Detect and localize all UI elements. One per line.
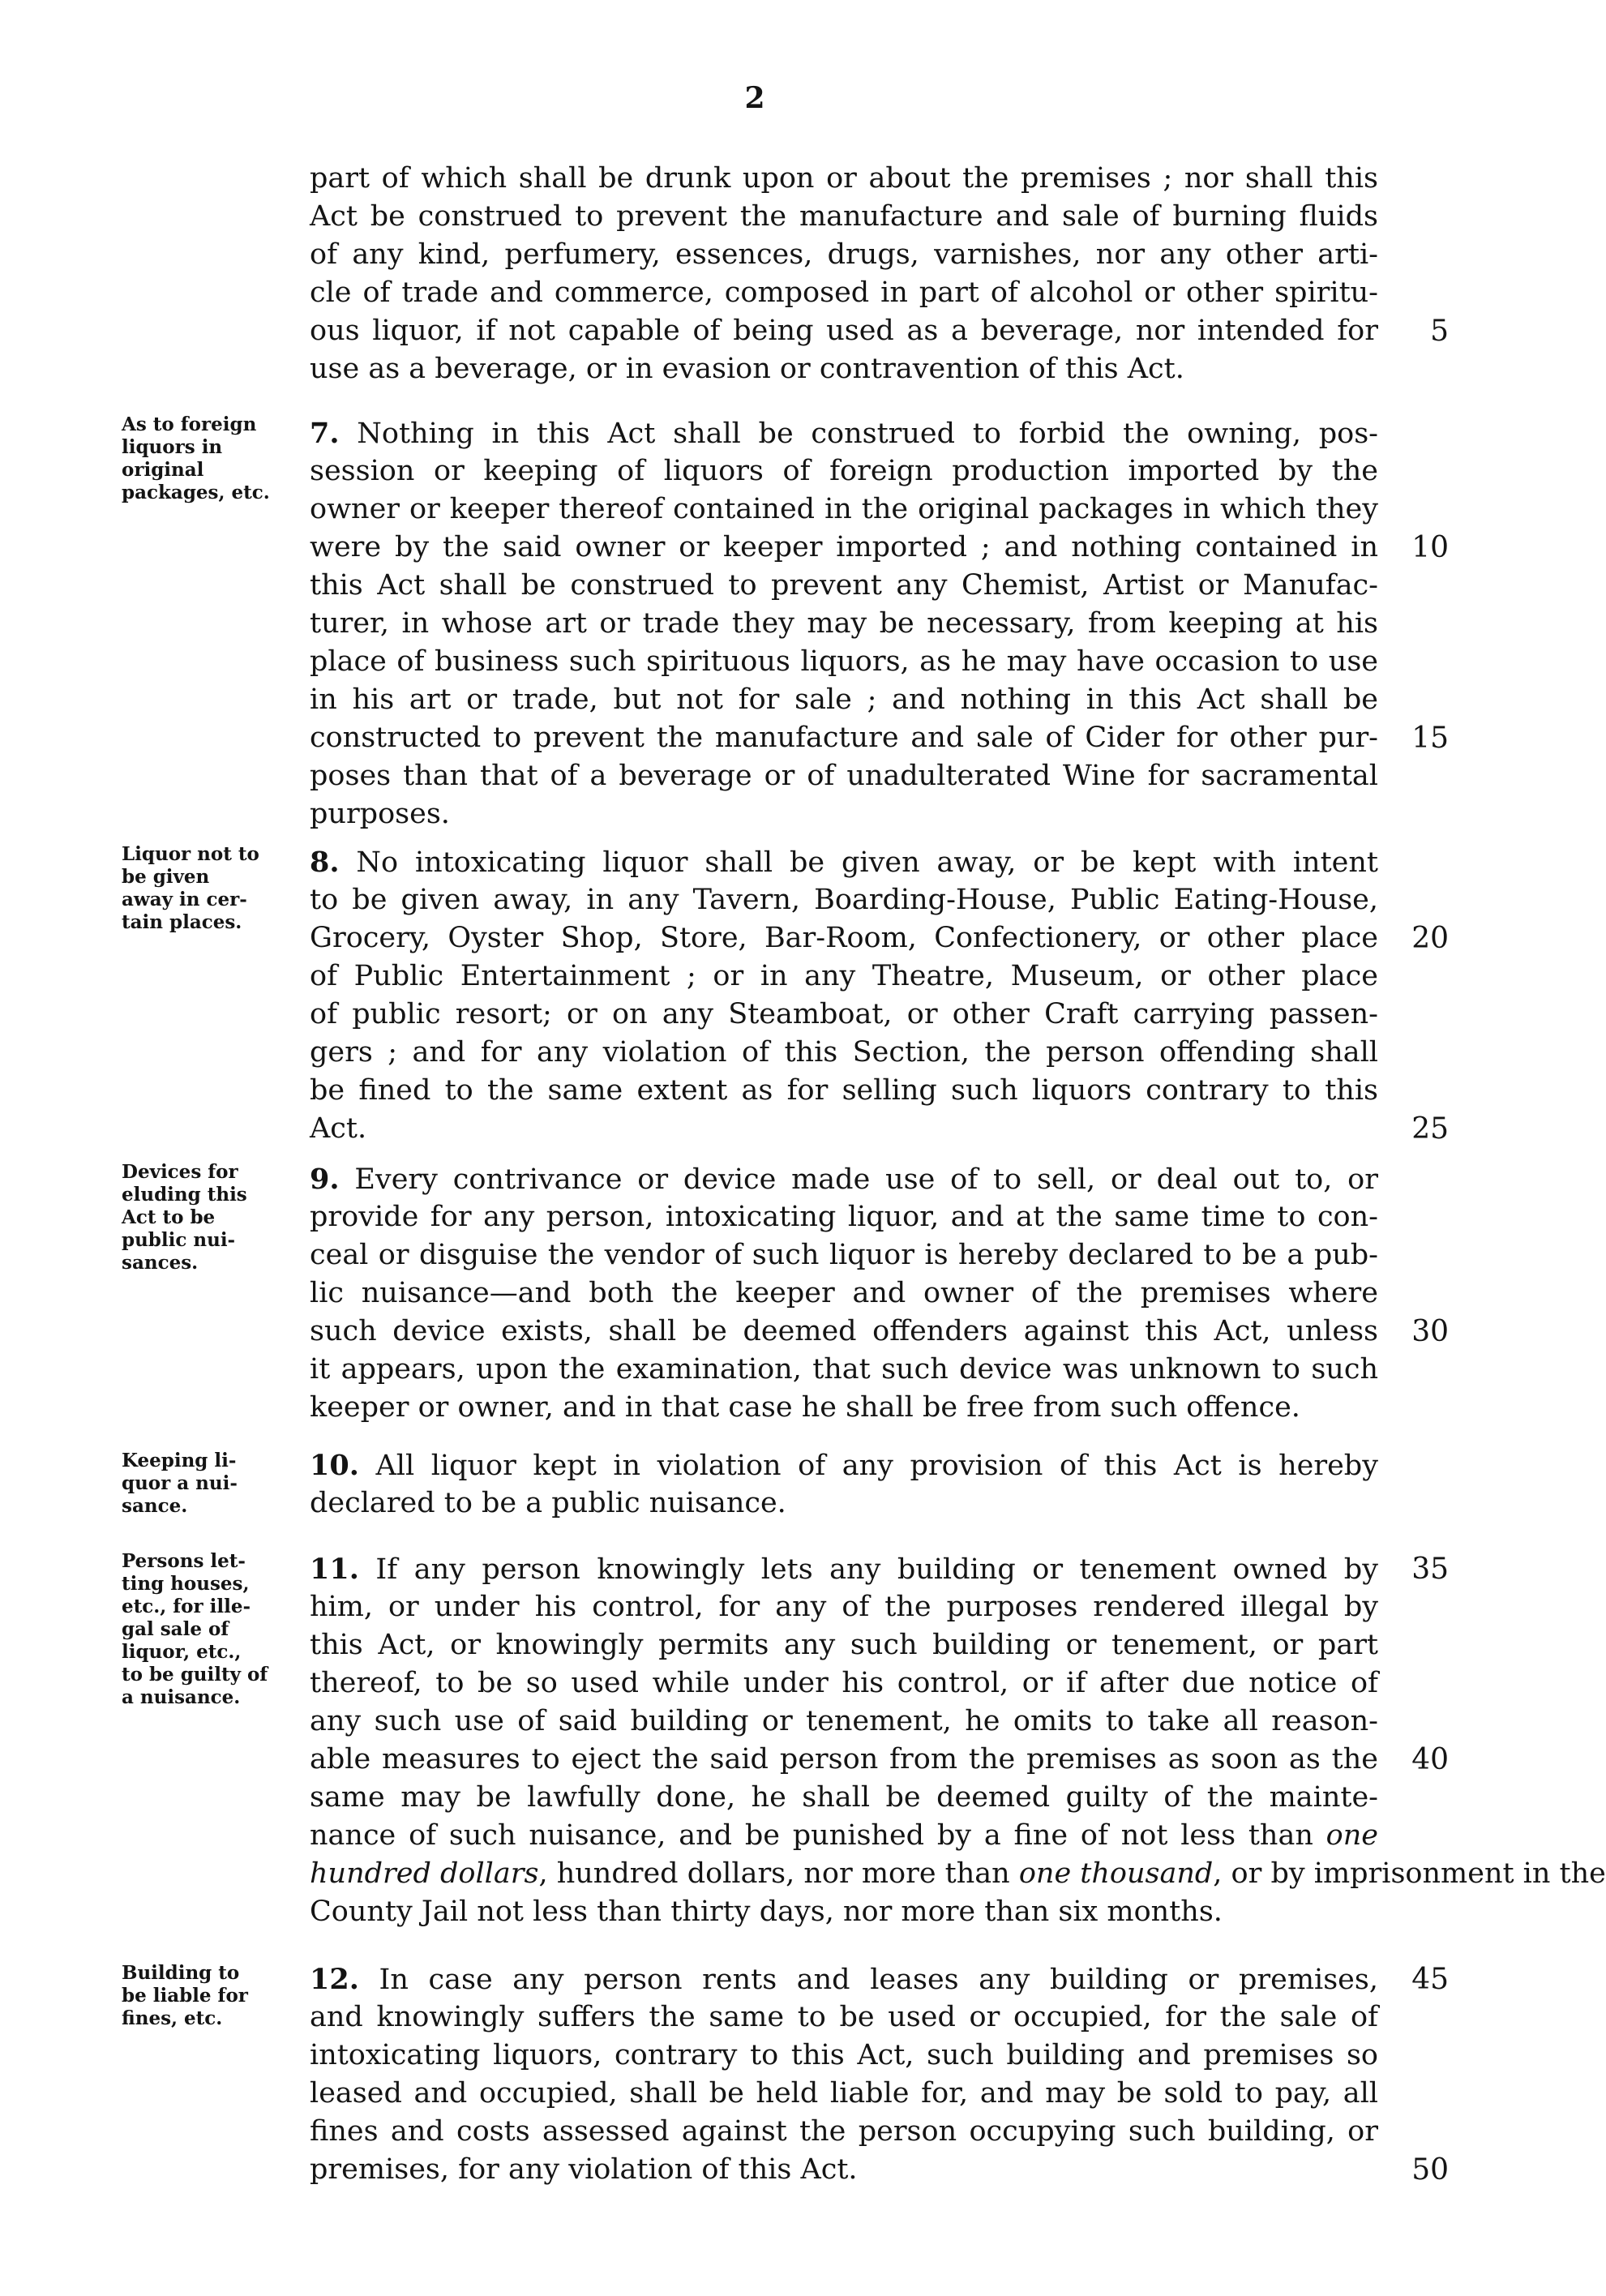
page-number: 2 — [744, 81, 765, 115]
text-line: declared to be a public nuisance. — [310, 1487, 786, 1519]
section-number: 10. — [310, 1449, 359, 1482]
marginal-note: Building to be liable for fines, etc. — [122, 1962, 248, 2029]
text-line: Act be construed to prevent the manufacture and sale of burning fluids — [310, 200, 1378, 233]
text-line: keeper or owner, and in that case he shall be free from such offence. — [310, 1391, 1300, 1424]
text-line: 12. In case any person rents and leases any building or premises, — [310, 1963, 1378, 1996]
text-line: thereof, to be so used while under his control, or if after due notice of — [310, 1667, 1378, 1699]
marginal-note: Devices for eluding this Act to be public nui- sances. — [122, 1161, 247, 1274]
text-line: and knowingly suffers the same to be used or occupied, for the sale of — [310, 2001, 1378, 2033]
text-line: of Public Entertainment ; or in any Theatre, Museum, or other place — [310, 960, 1378, 992]
text-line: 7. Nothing in this Act shall be construed to forbid the owning, pos- — [310, 417, 1378, 450]
line-number: 10 — [1411, 531, 1449, 564]
text-line: cle of trade and commerce, composed in part of alcohol or other spiritu- — [310, 276, 1378, 309]
text-line: poses than that of a beverage or of unadulterated Wine for sacramental — [310, 760, 1378, 792]
text-line: 8. No intoxicating liquor shall be given away, or be kept with intent — [310, 846, 1378, 879]
text-line: of any kind, perfumery, essences, drugs, varnishes, nor any other arti- — [310, 238, 1378, 271]
line-number: 5 — [1430, 315, 1449, 348]
section-number: 11. — [310, 1553, 359, 1586]
text-line: purposes. — [310, 798, 450, 830]
line-number: 25 — [1411, 1112, 1449, 1146]
line-number: 40 — [1411, 1743, 1449, 1776]
text-line: able measures to eject the said person from the premises as soon as the — [310, 1743, 1378, 1776]
text-line: nance of such nuisance, and be punished by a fine of not less than one — [310, 1819, 1378, 1852]
text-line: intoxicating liquors, contrary to this Act, such building and premises so — [310, 2039, 1378, 2071]
line-number: 45 — [1411, 1963, 1449, 1996]
marginal-note: Keeping li- quor a nui- sance. — [122, 1450, 238, 1517]
text-line: in his art or trade, but not for sale ; and nothing in this Act shall be — [310, 683, 1378, 716]
text-line: hundred dollars, hundred dollars, nor more than one thousand, or by imprisonment in the — [310, 1857, 1606, 1890]
text-line: of public resort; or on any Steamboat, or other Craft carrying passen- — [310, 998, 1378, 1030]
text-line: leased and occupied, shall be held liable for, and may be sold to pay, all — [310, 2077, 1378, 2110]
line-number: 20 — [1411, 922, 1449, 955]
text-line: gers ; and for any violation of this Section, the person offending shall — [310, 1036, 1378, 1069]
text-line: it appears, upon the examination, that such device was unknown to such — [310, 1353, 1378, 1386]
line-number: 15 — [1411, 722, 1449, 755]
text-line: Act. — [310, 1112, 367, 1145]
text-line: part of which shall be drunk upon or about the premises ; nor shall this — [310, 162, 1378, 195]
line-number: 50 — [1411, 2153, 1449, 2187]
section-number: 9. — [310, 1163, 340, 1196]
text-line: such device exists, shall be deemed offenders against this Act, unless — [310, 1315, 1378, 1347]
text-line: County Jail not less than thirty days, nor more than six months. — [310, 1895, 1223, 1928]
text-line: premises, for any violation of this Act. — [310, 2153, 858, 2186]
text-line: to be given away, in any Tavern, Boarding-House, Public Eating-House, — [310, 884, 1378, 916]
text-line: Grocery, Oyster Shop, Store, Bar-Room, Confectionery, or other place — [310, 922, 1378, 954]
text-line: place of business such spirituous liquors, as he may have occasion to use — [310, 645, 1378, 678]
text-line: constructed to prevent the manufacture and sale of Cider for other pur- — [310, 722, 1378, 754]
section-number: 12. — [310, 1963, 359, 1996]
text-line: ous liquor, if not capable of being used as a beverage, nor intended for — [310, 315, 1378, 347]
text-line: 9. Every contrivance or device made use of to sell, or deal out to, or — [310, 1163, 1378, 1196]
text-line: lic nuisance—and both the keeper and owner of the premises where — [310, 1277, 1378, 1309]
marginal-note: Persons let- ting houses, etc., for ille- gal sale of liquor, etc., to be guilty of a nuisance. — [122, 1550, 268, 1708]
text-line: any such use of said building or tenement, he omits to take all reason- — [310, 1705, 1378, 1737]
marginal-note: As to foreign liquors in original packages, etc. — [122, 413, 270, 503]
text-line: same may be lawfully done, he shall be deemed guilty of the mainte- — [310, 1781, 1378, 1814]
text-line: fines and costs assessed against the person occupying such building, or — [310, 2115, 1378, 2148]
text-line: 10. All liquor kept in violation of any provision of this Act is hereby — [310, 1449, 1378, 1482]
text-line: 11. If any person knowingly lets any building or tenement owned by — [310, 1553, 1378, 1586]
text-line: provide for any person, intoxicating liquor, and at the same time to con- — [310, 1201, 1378, 1233]
section-number: 8. — [310, 846, 340, 879]
text-line: session or keeping of liquors of foreign production imported by the — [310, 455, 1378, 487]
section-number: 7. — [310, 417, 340, 450]
marginal-note: Liquor not to be given away in cer- tain places. — [122, 843, 259, 933]
line-number: 35 — [1411, 1553, 1449, 1586]
text-line: were by the said owner or keeper imported ; and nothing contained in — [310, 531, 1378, 563]
text-line: ceal or disguise the vendor of such liquor is hereby declared to be a pub- — [310, 1239, 1378, 1271]
line-number: 30 — [1411, 1315, 1449, 1348]
text-line: turer, in whose art or trade they may be necessary, from keeping at his — [310, 607, 1378, 640]
text-line: this Act shall be construed to prevent any Chemist, Artist or Manufac- — [310, 569, 1378, 602]
text-line: be fined to the same extent as for selling such liquors contrary to this — [310, 1074, 1378, 1107]
text-line: him, or under his control, for any of the purposes rendered illegal by — [310, 1591, 1378, 1623]
text-line: owner or keeper thereof contained in the original packages in which they — [310, 493, 1378, 525]
text-line: this Act, or knowingly permits any such building or tenement, or part — [310, 1629, 1378, 1661]
text-line: use as a beverage, or in evasion or contravention of this Act. — [310, 353, 1184, 385]
